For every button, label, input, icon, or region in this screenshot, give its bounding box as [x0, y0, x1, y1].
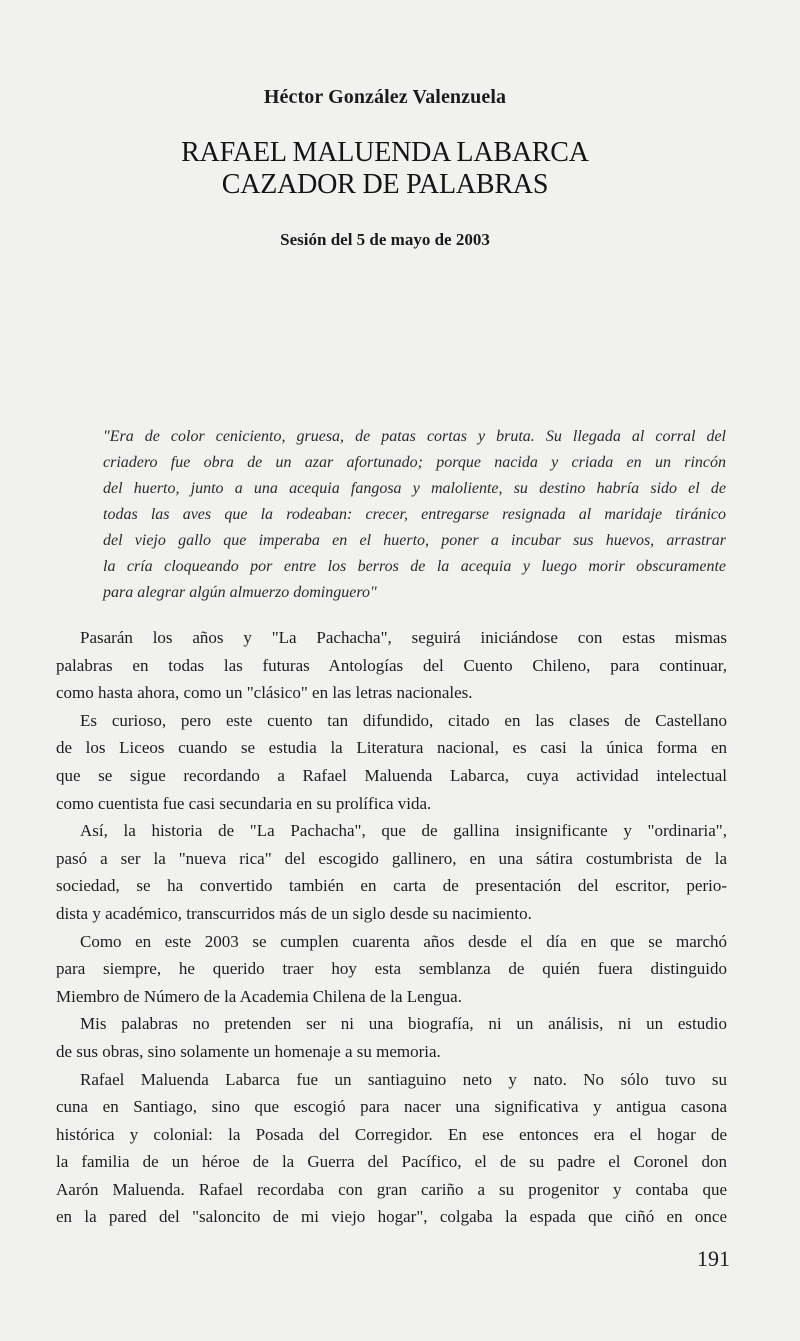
quote-line: todas las aves que la rodeaban: crecer, entregarse resignada al maridaje tiránico	[103, 506, 726, 523]
paragraph	[56, 1010, 727, 1065]
text-line: palabras en todas las futuras Antologías del Cuento Chileno, para continuar,	[56, 655, 727, 675]
text-line: para siempre, he querido traer hoy esta semblanza de quién fuera distinguido	[56, 959, 727, 979]
text-line: Aarón Maluenda. Rafael recordaba con gran cariño a su progenitor y contaba que	[56, 1179, 727, 1199]
body-text	[56, 624, 727, 1231]
paragraph	[56, 928, 727, 1011]
quote-line: la cría cloqueando por entre los berros de la acequia y luego morir obscuramente	[103, 558, 726, 575]
text-line: que se sigue recordando a Rafael Maluenda Labarca, cuya actividad intelectual	[56, 765, 727, 785]
title-line-2: CAZADOR DE PALABRAS	[221, 169, 549, 200]
text-line: como cuentista fue casi secundaria en su prolífica vida.	[56, 793, 432, 813]
text-line: sociedad, se ha convertido también en carta de presentación del escritor, perio-	[56, 876, 727, 896]
page-number: 191	[697, 1246, 730, 1271]
text-line: de los Liceos cuando se estudia la Literatura nacional, es casi la única forma en	[56, 738, 727, 758]
text-line: Mis palabras no pretenden ser ni una biografía, ni un análisis, ni un estudio	[80, 1014, 727, 1034]
text-line: Como en este 2003 se cumplen cuarenta años desde el día en que se marchó	[80, 931, 727, 951]
text-line: cuna en Santiago, sino que escogió para nacer una significativa y antigua casona	[56, 1097, 727, 1117]
paragraph	[56, 624, 727, 707]
text-line: como hasta ahora, como un "clásico" en las letras nacionales.	[56, 683, 473, 703]
quote-line: criadero fue obra de un azar afortunado; porque nacida y criada en un rincón	[103, 454, 726, 471]
text-line: Rafael Maluenda Labarca fue un santiaguino neto y nato. No sólo tuvo su	[80, 1069, 727, 1089]
text-line: Es curioso, pero este cuento tan difundido, citado en las clases de Castellano	[80, 710, 727, 730]
quote-line: para alegrar algún almuerzo dominguero"	[103, 584, 377, 601]
session-date: Sesión del 5 de mayo de 2003	[280, 230, 490, 249]
paragraph	[56, 707, 727, 817]
text-line: pasó a ser la "nueva rica" del escogido gallinero, en una sátira costumbrista de la	[56, 848, 727, 868]
text-line: Así, la historia de "La Pachacha", que de gallina insignificante y "ordinaria",	[80, 821, 727, 841]
quote-line: "Era de color ceniciento, gruesa, de patas cortas y bruta. Su llegada al corral del	[103, 428, 726, 445]
text-line: dista y académico, transcurridos más de un siglo desde su nacimiento.	[56, 903, 532, 923]
text-line: de sus obras, sino solamente un homenaje a su memoria.	[56, 1041, 441, 1061]
text-line: Miembro de Número de la Academia Chilena de la Lengua.	[56, 986, 462, 1006]
text-line: en la pared del "saloncito de mi viejo hogar", colgaba la espada que ciñó en once	[56, 1207, 727, 1227]
text-line: Pasarán los años y "La Pachacha", seguirá iniciándose con estas mismas	[80, 628, 727, 647]
paragraph	[56, 817, 727, 927]
article-title	[0, 137, 770, 201]
quote-line: del huerto, junto a una acequia fangosa y maloliente, su destino habría sido el de	[103, 480, 726, 497]
text-line: la familia de un héroe de la Guerra del Pacífico, el de su padre el Coronel don	[56, 1152, 727, 1172]
text-line: histórica y colonial: la Posada del Corregidor. En ese entonces era el hogar de	[56, 1124, 727, 1144]
paragraph	[56, 1066, 727, 1232]
quote-line: del viejo gallo que imperaba en el huerto, poner a incubar sus huevos, arrastrar	[103, 532, 726, 549]
author-name: Héctor González Valenzuela	[263, 86, 507, 108]
epigraph-quote	[103, 424, 726, 606]
title-line-1: RAFAEL MALUENDA LABARCA	[181, 137, 589, 168]
